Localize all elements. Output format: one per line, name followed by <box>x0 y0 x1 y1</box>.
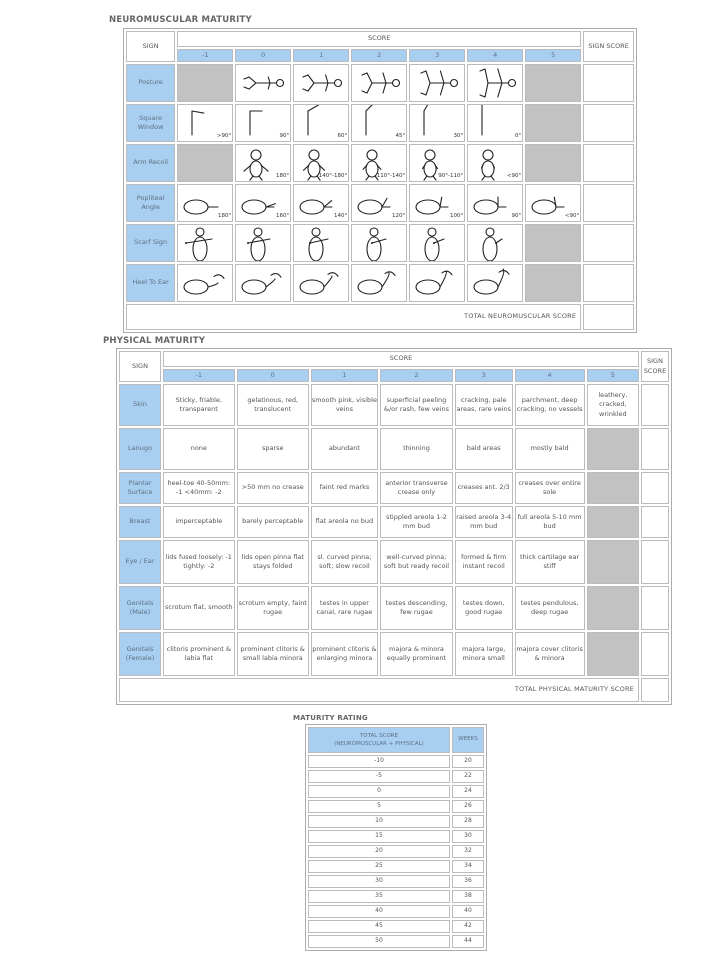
criterion-cell <box>177 224 233 262</box>
weeks-value: 42 <box>452 920 484 933</box>
score-column-header: 3 <box>455 369 513 382</box>
sign-score-cell[interactable] <box>583 64 634 102</box>
total-score-value: 0 <box>308 785 450 798</box>
criterion-cell <box>351 264 407 302</box>
criterion-cell <box>293 224 349 262</box>
criterion-cell <box>293 104 349 142</box>
criterion-cell: creases over entire sole <box>515 472 585 504</box>
table-row <box>119 428 669 470</box>
sign-score-cell[interactable] <box>583 224 634 262</box>
unused-cell <box>525 64 581 102</box>
angle-label: <90° <box>564 213 580 220</box>
criterion-cell: none <box>163 428 235 470</box>
sign-score-cell[interactable] <box>583 144 634 182</box>
criterion-cell: clitoris prominent & labia flat <box>163 632 235 676</box>
angle-label: 60° <box>337 133 348 140</box>
scarf-figure-icon <box>178 225 232 261</box>
criterion-cell: majora cover clitoris & minora <box>515 632 585 676</box>
criterion-figure <box>468 265 522 301</box>
unused-cell <box>525 224 581 262</box>
angle-label: 140°-180° <box>318 173 348 180</box>
sign-score-cell[interactable] <box>641 384 669 426</box>
weeks-header: WEEKS <box>452 727 484 753</box>
sign-score-cell[interactable] <box>583 184 634 222</box>
score-column-header: 3 <box>409 49 465 62</box>
criterion-cell: imperceptable <box>163 506 235 538</box>
criterion-cell: scrotum flat, smooth <box>163 586 235 630</box>
criterion-cell: thick cartilage ear stiff <box>515 540 585 584</box>
unused-cell <box>587 540 639 584</box>
unused-cell <box>587 632 639 676</box>
criterion-figure <box>352 105 406 141</box>
criterion-figure <box>236 145 290 181</box>
criterion-cell: leathery, cracked, wrinkled <box>587 384 639 426</box>
criterion-cell <box>467 104 523 142</box>
criterion-cell: prominent clitoris & small labia minora <box>237 632 309 676</box>
criterion-cell: testes descending, few rugae <box>380 586 453 630</box>
criterion-cell: testes in upper canal, rare rugae <box>311 586 378 630</box>
unused-cell <box>177 64 233 102</box>
table-row <box>119 506 669 538</box>
angle-label: <90° <box>506 173 522 180</box>
weeks-value: 24 <box>452 785 484 798</box>
angle-label: 30° <box>453 133 464 140</box>
scarf-figure-icon <box>294 225 348 261</box>
angle-label: 180° <box>275 173 290 180</box>
maturity-rating-table <box>305 724 487 951</box>
angle-label: 90°-110° <box>438 173 464 180</box>
sign-header: SIGN <box>126 31 175 62</box>
total-score-value: -10 <box>308 755 450 768</box>
total-score-subheader: (NEUROMUSCULAR + PHYSICAL) <box>334 741 424 747</box>
criterion-cell <box>293 184 349 222</box>
criterion-cell: lids open pinna flat stays folded <box>237 540 309 584</box>
weeks-value: 20 <box>452 755 484 768</box>
criterion-cell: bald areas <box>455 428 513 470</box>
criterion-cell: heel-toe 40-50mm: -1 <40mm: -2 <box>163 472 235 504</box>
score-column-header: 1 <box>311 369 378 382</box>
sign-score-cell[interactable] <box>641 540 669 584</box>
table-row <box>308 785 484 798</box>
criterion-cell <box>467 184 523 222</box>
table-row <box>308 890 484 903</box>
criterion-cell: Sticky, friable, transparent <box>163 384 235 426</box>
sign-label: Genitals (Female) <box>119 632 161 676</box>
criterion-figure <box>236 65 290 101</box>
criterion-figure <box>468 225 522 261</box>
criterion-cell: creases ant. 2/3 <box>455 472 513 504</box>
score-column-header: -1 <box>177 49 233 62</box>
posture-figure-icon <box>294 65 348 101</box>
score-column-header: 2 <box>380 369 453 382</box>
sign-score-header: SIGN SCORE <box>583 31 634 62</box>
table-row <box>126 144 634 182</box>
criterion-cell: majora large, minora small <box>455 632 513 676</box>
criterion-figure <box>352 65 406 101</box>
score-column-header: 4 <box>467 49 523 62</box>
criterion-cell: abundant <box>311 428 378 470</box>
angle-label: >90° <box>216 133 232 140</box>
angle-label: 90° <box>511 213 522 220</box>
criterion-cell <box>409 64 465 102</box>
criterion-cell <box>177 184 233 222</box>
criterion-figure <box>352 225 406 261</box>
angle-label: 120° <box>391 213 406 220</box>
scarf-figure-icon <box>410 225 464 261</box>
criterion-cell <box>467 264 523 302</box>
total-score-header: TOTAL SCORE <box>359 732 399 739</box>
total-score-value: 40 <box>308 905 450 918</box>
total-score-value: 5 <box>308 800 450 813</box>
score-column-header: 5 <box>587 369 639 382</box>
physical-title: PHYSICAL MATURITY <box>103 336 206 346</box>
criterion-cell <box>177 104 233 142</box>
criterion-figure <box>294 145 348 181</box>
criterion-cell <box>351 144 407 182</box>
sign-label: Popliteal Angle <box>126 184 175 222</box>
criterion-figure <box>410 185 464 221</box>
criterion-cell: lids fused loosely: -1 tightly: -2 <box>163 540 235 584</box>
unused-cell <box>525 144 581 182</box>
heel-figure-icon <box>178 265 232 301</box>
criterion-cell: barely perceptable <box>237 506 309 538</box>
sign-score-cell[interactable] <box>583 264 634 302</box>
criterion-cell <box>409 144 465 182</box>
score-column-header: 1 <box>293 49 349 62</box>
criterion-cell <box>467 144 523 182</box>
criterion-figure <box>294 185 348 221</box>
unused-cell <box>525 104 581 142</box>
criterion-cell: superficial peeling &/or rash, few veins <box>380 384 453 426</box>
criterion-figure <box>352 185 406 221</box>
score-column-header: 0 <box>235 49 291 62</box>
scarf-figure-icon <box>236 225 290 261</box>
sign-score-cell[interactable] <box>641 506 669 538</box>
weeks-value: 26 <box>452 800 484 813</box>
unused-cell <box>177 144 233 182</box>
table-row <box>126 264 634 302</box>
criterion-cell <box>235 104 291 142</box>
criterion-figure <box>410 145 464 181</box>
criterion-cell: prominent clitoris & enlarging minora <box>311 632 378 676</box>
angle-label: 90° <box>279 133 290 140</box>
criterion-cell: smooth pink, visible veins <box>311 384 378 426</box>
criterion-cell: sl. curved pinna; soft; slow recoil <box>311 540 378 584</box>
heel-figure-icon <box>468 265 522 301</box>
criterion-cell: flat areola no bud <box>311 506 378 538</box>
sign-score-cell[interactable] <box>641 586 669 630</box>
criterion-figure <box>410 65 464 101</box>
table-row <box>308 935 484 948</box>
table-row <box>308 770 484 783</box>
criterion-cell <box>351 224 407 262</box>
angle-label: 0° <box>514 133 522 140</box>
sign-label: Skin <box>119 384 161 426</box>
table-row <box>126 104 634 142</box>
score-column-header: -1 <box>163 369 235 382</box>
sign-score-cell[interactable] <box>641 428 669 470</box>
table-row <box>126 184 634 222</box>
criterion-figure <box>410 225 464 261</box>
criterion-figure <box>526 185 580 221</box>
score-column-header: 2 <box>351 49 407 62</box>
criterion-cell <box>235 184 291 222</box>
total-score-value: 25 <box>308 860 450 873</box>
sign-label: Square Window <box>126 104 175 142</box>
score-column-header: 0 <box>237 369 309 382</box>
sign-label: Plantar Surface <box>119 472 161 504</box>
criterion-cell <box>235 144 291 182</box>
criterion-figure <box>468 145 522 181</box>
criterion-cell: anterior transverse crease only <box>380 472 453 504</box>
angle-label: 45° <box>395 133 406 140</box>
posture-figure-icon <box>468 65 522 101</box>
table-row <box>119 472 669 504</box>
criterion-cell: formed & firm instant recoil <box>455 540 513 584</box>
angle-label: 100° <box>449 213 464 220</box>
table-row <box>308 920 484 933</box>
weeks-value: 32 <box>452 845 484 858</box>
table-row <box>308 905 484 918</box>
sign-label: Scarf Sign <box>126 224 175 262</box>
sign-score-cell[interactable] <box>641 472 669 504</box>
posture-figure-icon <box>410 65 464 101</box>
score-column-header: 4 <box>515 369 585 382</box>
criterion-cell: stippled areola 1-2 mm bud <box>380 506 453 538</box>
maturity-rating-title: MATURITY RATING <box>293 714 368 722</box>
criterion-cell <box>293 264 349 302</box>
sign-label: Genitals (Male) <box>119 586 161 630</box>
sign-label: Eye / Ear <box>119 540 161 584</box>
total-physical-label: TOTAL PHYSICAL MATURITY SCORE <box>119 678 639 702</box>
total-neuromuscular-score-cell[interactable] <box>583 304 634 330</box>
criterion-cell: mostly bald <box>515 428 585 470</box>
criterion-cell: majora & minora equally prominent <box>380 632 453 676</box>
unused-cell <box>587 472 639 504</box>
table-row <box>119 384 669 426</box>
criterion-cell <box>351 104 407 142</box>
posture-figure-icon <box>352 65 406 101</box>
unused-cell <box>525 264 581 302</box>
criterion-cell <box>351 184 407 222</box>
table-row <box>119 540 669 584</box>
criterion-cell <box>409 104 465 142</box>
weeks-value: 44 <box>452 935 484 948</box>
criterion-figure <box>468 65 522 101</box>
angle-label: 110°-140° <box>376 173 406 180</box>
weeks-value: 30 <box>452 830 484 843</box>
criterion-cell <box>525 184 581 222</box>
criterion-figure <box>178 265 232 301</box>
total-score-value: 30 <box>308 875 450 888</box>
criterion-cell <box>351 64 407 102</box>
criterion-cell <box>235 224 291 262</box>
table-row <box>119 632 669 676</box>
score-header: SCORE <box>163 351 639 367</box>
criterion-cell: scrotum empty, faint rugae <box>237 586 309 630</box>
criterion-figure <box>236 185 290 221</box>
physical-table <box>116 348 672 705</box>
criterion-cell <box>409 264 465 302</box>
score-column-header: 5 <box>525 49 581 62</box>
heel-figure-icon <box>294 265 348 301</box>
criterion-cell: gelatinous, red, translucent <box>237 384 309 426</box>
sign-header: SIGN <box>119 351 161 382</box>
criterion-figure <box>410 105 464 141</box>
criterion-figure <box>236 265 290 301</box>
criterion-figure <box>468 105 522 141</box>
table-row <box>308 860 484 873</box>
criterion-figure <box>294 225 348 261</box>
criterion-cell <box>467 224 523 262</box>
weeks-value: 34 <box>452 860 484 873</box>
weeks-value: 36 <box>452 875 484 888</box>
total-score-value: 10 <box>308 815 450 828</box>
criterion-cell: testes pendulous, deep rugae <box>515 586 585 630</box>
table-row <box>126 64 634 102</box>
criterion-cell: faint red marks <box>311 472 378 504</box>
heel-figure-icon <box>352 265 406 301</box>
criterion-cell <box>409 184 465 222</box>
sign-label: Heel To Ear <box>126 264 175 302</box>
table-row <box>126 224 634 262</box>
unused-cell <box>587 506 639 538</box>
total-score-value: 20 <box>308 845 450 858</box>
criterion-cell <box>293 64 349 102</box>
heel-figure-icon <box>236 265 290 301</box>
criterion-figure <box>178 225 232 261</box>
criterion-cell: thinning <box>380 428 453 470</box>
total-score-value: 15 <box>308 830 450 843</box>
total-neuromuscular-label: TOTAL NEUROMUSCULAR SCORE <box>126 304 581 330</box>
criterion-cell: sparse <box>237 428 309 470</box>
criterion-cell: raised areola 3-4 mm bud <box>455 506 513 538</box>
criterion-cell: testes down, good rugae <box>455 586 513 630</box>
criterion-figure <box>468 185 522 221</box>
criterion-cell <box>293 144 349 182</box>
sign-label: Posture <box>126 64 175 102</box>
weeks-value: 40 <box>452 905 484 918</box>
criterion-figure <box>352 265 406 301</box>
criterion-figure <box>294 65 348 101</box>
neuromuscular-table <box>123 28 637 333</box>
table-row <box>308 800 484 813</box>
criterion-cell <box>235 264 291 302</box>
criterion-figure <box>410 265 464 301</box>
scarf-figure-icon <box>352 225 406 261</box>
criterion-figure <box>178 185 232 221</box>
sign-label: Breast <box>119 506 161 538</box>
table-row <box>308 755 484 768</box>
table-row <box>308 875 484 888</box>
table-row <box>308 845 484 858</box>
sign-score-header: SIGN SCORE <box>641 351 669 382</box>
scarf-figure-icon <box>468 225 522 261</box>
total-score-value: -5 <box>308 770 450 783</box>
criterion-cell: well-curved pinna; soft but ready recoil <box>380 540 453 584</box>
angle-label: 160° <box>275 213 290 220</box>
neuromuscular-title: NEUROMUSCULAR MATURITY <box>109 15 252 25</box>
criterion-cell: cracking, pale areas, rare veins <box>455 384 513 426</box>
criterion-cell <box>235 64 291 102</box>
criterion-figure <box>178 105 232 141</box>
criterion-figure <box>236 225 290 261</box>
criterion-cell <box>177 264 233 302</box>
total-physical-score-cell[interactable] <box>641 678 669 702</box>
angle-label: 180° <box>217 213 232 220</box>
unused-cell <box>587 428 639 470</box>
table-row <box>308 815 484 828</box>
posture-figure-icon <box>236 65 290 101</box>
score-header: SCORE <box>177 31 581 47</box>
table-row <box>308 830 484 843</box>
angle-label: 140° <box>333 213 348 220</box>
table-row <box>119 586 669 630</box>
criterion-cell <box>467 64 523 102</box>
weeks-value: 22 <box>452 770 484 783</box>
total-score-value: 35 <box>308 890 450 903</box>
criterion-cell <box>409 224 465 262</box>
criterion-cell: >50 mm no crease <box>237 472 309 504</box>
weeks-value: 28 <box>452 815 484 828</box>
criterion-figure <box>352 145 406 181</box>
sign-score-cell[interactable] <box>641 632 669 676</box>
sign-label: Lanugo <box>119 428 161 470</box>
unused-cell <box>587 586 639 630</box>
sign-score-cell[interactable] <box>583 104 634 142</box>
total-score-value: 45 <box>308 920 450 933</box>
criterion-figure <box>236 105 290 141</box>
sign-label: Arm Recoil <box>126 144 175 182</box>
criterion-figure <box>294 105 348 141</box>
criterion-cell: parchment, deep cracking, no vessels <box>515 384 585 426</box>
criterion-cell: full areola 5-10 mm bud <box>515 506 585 538</box>
total-score-value: 50 <box>308 935 450 948</box>
weeks-value: 38 <box>452 890 484 903</box>
criterion-figure <box>294 265 348 301</box>
heel-figure-icon <box>410 265 464 301</box>
